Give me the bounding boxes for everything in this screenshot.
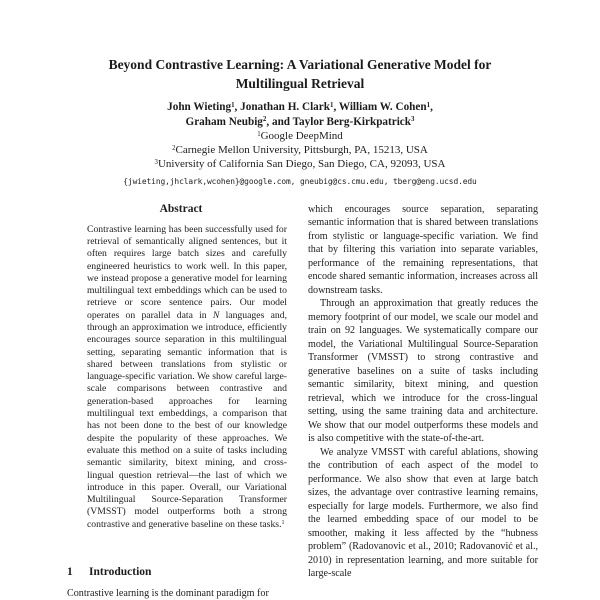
body-paragraph: Through an approximation that greatly reduces the memory footprint of our model, we scale our model and train on 92 languages. We systematically compare our model, the Variational Multilingual Source-Separation Transformer (VMSST) to strong contrastive and generative baselines on a suite of tasks including semantic similarity, bitext mining, and question retrieval, which we introduce for the cross-lingual setting, using the same training data and architecture. We show that our model outperforms these models and is also competitive with the state-of-the-art. [308,298,538,445]
affiliation-line-1: $^1$Google DeepMind [257,130,343,142]
section-title: Introduction [89,566,152,579]
author-emails: {jwieting,jhclark,wcohen}@google.com, gneubig@cs.cmu.edu, tberg@eng.ucsd.edu [123,176,477,186]
affiliation-line-2: $^2$Carnegie Mellon University, Pittsburgh, PA, 15213, USA [172,144,428,157]
affiliation-block [0,129,600,172]
two-column-body [0,203,600,600]
introduction-first-line: Contrastive learning is the dominant paradigm for [67,588,269,600]
paper-header [0,0,600,186]
abstract-text: Contrastive learning has been successfully used for retrieval of semantically aligned sentences, but it often requires large batch sizes and carefully engineered heuristics to work well. In this paper, we instead propose a generative model for learning multilingual text embeddings which can be used to retrieve or score sentence pairs. Our model operates on parallel data in N languages and, through an approximation we introduce, efficiently encourages source separation in this multilingual setting, separating semantic information that is shared between translations from stylistic or language-specific variation. We show careful large-scale comparisons between contrastive and generation-based approaches for learning multilingual text embeddings, a comparison that has not been done to the best of our knowledge despite the popularity of these approaches. We evaluate this method on a suite of tasks including semantic similarity, bitext mining, and cross-lingual question retrieval—the last of which we introduce in this paper. Overall, our Variational Multilingual Source-Separation Transformer (VMSST) model outperforms both a strong contrastive and generative baseline on these tasks.$^1$ [87,223,287,530]
right-column [308,203,538,600]
introduction-section [67,566,295,600]
author-line-1: John Wieting$^1$, Jonathan H. Clark$^1$, William W. Cohen$^1$, [167,100,433,113]
body-paragraph: We analyze VMSST with careful ablations, showing the contribution of each aspect of the model to performance. We also show that even at large batch sizes, the advantage over contrastive learning remains, especially for large models. Furthermore, we also find the learned embedding space of our model to be smoother, making it less affected by the “hubness problem” (Radovanovic et al., 2010; Radovanović et al., 2010) in representation learning, and more suitable for large-scale [308,446,538,580]
left-column [67,203,295,600]
author-block [0,100,600,129]
body-paragraph: which encourages source separation, separating semantic information that is shared between translations from stylistic or language-specific variation. We find that by filtering this variation into separate variables, performance of the remaining representations, that encode shared semantic information, increases across all downstream tasks. [308,203,538,296]
abstract-heading: Abstract [159,202,203,215]
affiliation-line-3: $^3$University of California San Diego, San Diego, CA, 92093, USA [154,158,446,171]
section-heading [67,566,295,578]
paper-title-line-2: Multilingual Retrieval [235,76,365,91]
author-line-2: Graham Neubig$^2$, and Taylor Berg-Kirkpatrick$^3$ [185,115,415,128]
section-number: 1 [67,566,73,579]
paper-title-line-1: Beyond Contrastive Learning: A Variational Generative Model for [108,57,492,72]
